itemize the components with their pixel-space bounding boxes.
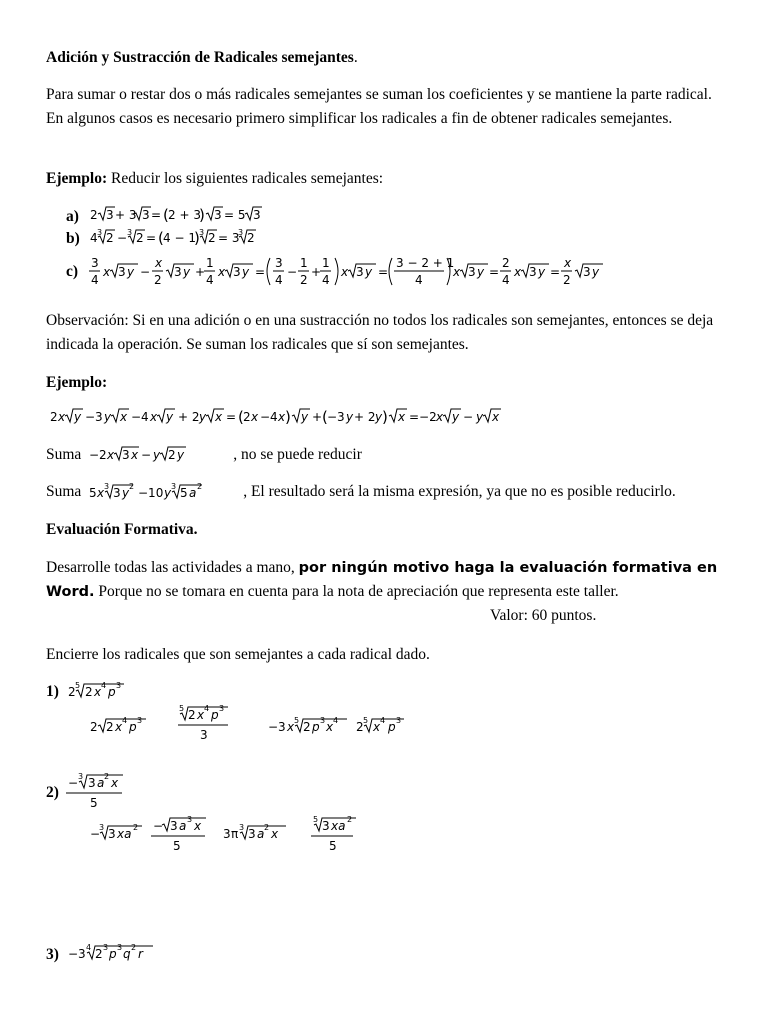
exercise-2-option-2[interactable] <box>151 815 206 853</box>
svg-text:3: 3 <box>356 265 364 279</box>
svg-text:4: 4 <box>380 716 386 725</box>
item-a-label: a) <box>66 208 79 225</box>
example1-heading <box>46 167 722 191</box>
intro-paragraph: Para sumar o restar dos o más radicales semejantes se suman los coeficientes y se mantiene la parte radical. En algunos casos es necesario primero simplificar los radicales a fin de obtener radicales semejantes. <box>46 86 712 127</box>
svg-text:= 3: = 3 <box>218 231 240 245</box>
svg-text:y: y <box>122 486 130 500</box>
svg-text:4: 4 <box>333 716 339 725</box>
svg-text:p: p <box>211 708 219 722</box>
svg-text:−3: −3 <box>85 410 103 424</box>
svg-text:π: π <box>231 827 239 841</box>
svg-text:2: 2 <box>50 410 58 424</box>
svg-text:x: x <box>115 720 123 734</box>
svg-text:x: x <box>514 265 522 279</box>
exercise-3 <box>46 943 153 963</box>
svg-text:4: 4 <box>502 273 510 287</box>
exercise-1 <box>46 681 404 742</box>
svg-text:3 − 2 + 1: 3 − 2 + 1 <box>396 256 455 270</box>
svg-text:xa: xa <box>117 827 132 841</box>
svg-text:y: y <box>104 410 112 424</box>
svg-text:−: − <box>68 776 79 790</box>
svg-text:3: 3 <box>88 776 96 790</box>
svg-text:+: + <box>311 265 322 279</box>
svg-text:3: 3 <box>142 208 150 222</box>
example1-item-b <box>66 228 256 247</box>
title-period: . <box>353 49 358 66</box>
svg-text:4 − 1: 4 − 1 <box>163 231 196 245</box>
svg-text:−4: −4 <box>260 410 278 424</box>
svg-text:5: 5 <box>90 796 98 810</box>
exercise-3-given <box>68 943 153 961</box>
svg-text:y: y <box>127 265 135 279</box>
svg-text:2: 2 <box>247 231 255 245</box>
svg-text:p: p <box>312 720 320 734</box>
svg-text:2: 2 <box>106 720 114 734</box>
svg-text:3: 3 <box>106 208 114 222</box>
svg-text:x: x <box>120 410 128 424</box>
svg-text:(: ( <box>163 206 169 224</box>
svg-text:x: x <box>218 265 226 279</box>
svg-text:−2: −2 <box>89 448 107 462</box>
svg-text:3: 3 <box>103 943 109 952</box>
svg-text:): ) <box>199 206 205 224</box>
svg-text:3: 3 <box>116 681 122 690</box>
svg-text:x: x <box>251 410 259 424</box>
svg-text:5: 5 <box>89 486 97 500</box>
svg-text:=: = <box>151 208 162 222</box>
svg-text:3: 3 <box>91 256 99 270</box>
svg-text:x: x <box>341 265 349 279</box>
svg-text:−: − <box>117 231 128 245</box>
svg-text:a: a <box>97 776 105 790</box>
svg-text:2: 2 <box>104 772 110 781</box>
svg-text:4: 4 <box>86 943 92 952</box>
svg-text:4: 4 <box>275 273 283 287</box>
svg-text:4: 4 <box>206 273 214 287</box>
svg-text:5: 5 <box>363 716 369 725</box>
svg-text:2: 2 <box>347 815 353 824</box>
svg-text:x: x <box>155 256 163 270</box>
svg-text:y: y <box>183 265 191 279</box>
svg-text:x: x <box>94 685 102 699</box>
svg-text:3: 3 <box>108 827 116 841</box>
svg-text:2: 2 <box>243 410 251 424</box>
page-title <box>46 46 722 70</box>
svg-text:−3: −3 <box>68 947 86 961</box>
svg-text:3: 3 <box>214 208 222 222</box>
svg-text:p: p <box>129 720 137 734</box>
svg-text:3: 3 <box>78 772 84 781</box>
svg-text:2: 2 <box>303 720 311 734</box>
svg-text:−: − <box>463 410 474 424</box>
svg-text:2: 2 <box>208 231 216 245</box>
svg-text:3: 3 <box>170 819 178 833</box>
svg-text:y: y <box>242 265 250 279</box>
svg-text:x: x <box>453 265 461 279</box>
svg-text:3: 3 <box>118 265 126 279</box>
example1-text: Reducir los siguientes radicales semejantes: <box>107 170 384 187</box>
svg-text:y: y <box>177 448 185 462</box>
svg-text:x: x <box>58 410 66 424</box>
svg-text:p: p <box>108 685 116 699</box>
svg-text:2: 2 <box>133 823 139 832</box>
svg-text:3: 3 <box>97 228 103 237</box>
exercise-1-option-4[interactable] <box>356 716 404 734</box>
example1-label: Ejemplo: <box>46 170 108 187</box>
svg-text:3: 3 <box>529 265 537 279</box>
svg-text:+: + <box>312 410 323 424</box>
svg-text:a: a <box>189 486 197 500</box>
svg-text:+ 2: + 2 <box>178 410 200 424</box>
svg-text:= 5: = 5 <box>224 208 246 222</box>
sum1-line <box>46 443 722 467</box>
svg-text:3: 3 <box>238 228 244 237</box>
exercise-2 <box>46 772 356 853</box>
exercise-2-option-1[interactable] <box>90 823 142 841</box>
svg-text:x: x <box>194 819 202 833</box>
svg-text:−: − <box>90 827 101 841</box>
svg-text:(: ( <box>158 229 164 247</box>
example1-item-a <box>66 206 262 225</box>
svg-text:y: y <box>199 410 207 424</box>
svg-text:=−2: =−2 <box>409 410 437 424</box>
svg-text:5: 5 <box>329 839 337 853</box>
svg-text:2: 2 <box>95 947 103 961</box>
evaluation-paragraph <box>46 556 722 604</box>
svg-text:3: 3 <box>253 208 261 222</box>
svg-text:x: x <box>197 708 205 722</box>
svg-text:y: y <box>301 410 309 424</box>
svg-text:1: 1 <box>322 256 330 270</box>
svg-text:+ 2: + 2 <box>354 410 376 424</box>
svg-text:3: 3 <box>174 265 182 279</box>
svg-text:x: x <box>131 448 139 462</box>
example2-label: Ejemplo: <box>46 374 108 391</box>
svg-text:3: 3 <box>117 943 123 952</box>
svg-text:2: 2 <box>188 708 196 722</box>
svg-text:x: x <box>436 410 444 424</box>
svg-text:3: 3 <box>127 228 133 237</box>
svg-text:3: 3 <box>223 827 231 841</box>
svg-text:2: 2 <box>154 273 162 287</box>
svg-text:x: x <box>287 720 295 734</box>
svg-text:2: 2 <box>90 208 98 222</box>
svg-text:): ) <box>382 408 388 426</box>
svg-text:q: q <box>123 947 131 961</box>
evaluation-instruction: Encierre los radicales que son semejantes a cada radical dado. <box>46 646 430 663</box>
svg-text:−: − <box>287 265 298 279</box>
svg-text:y: y <box>365 265 373 279</box>
svg-text:3: 3 <box>104 482 110 491</box>
svg-text:2: 2 <box>68 685 76 699</box>
svg-text:y: y <box>74 410 82 424</box>
exercise-2-label: 2) <box>46 784 59 801</box>
svg-text:a: a <box>179 819 187 833</box>
svg-text:=: = <box>226 410 237 424</box>
svg-text:3: 3 <box>99 823 105 832</box>
svg-text:3: 3 <box>187 815 193 824</box>
svg-text:3: 3 <box>275 256 283 270</box>
evaluation-para-start: Desarrolle todas las actividades a mano, <box>46 559 299 576</box>
svg-text:): ) <box>285 408 291 426</box>
svg-text:3: 3 <box>468 265 476 279</box>
svg-text:3: 3 <box>219 704 225 713</box>
exercise-2-option-4[interactable] <box>311 815 356 853</box>
svg-text:x: x <box>271 827 279 841</box>
svg-text:x: x <box>492 410 500 424</box>
svg-text:5: 5 <box>313 815 319 824</box>
svg-text:4: 4 <box>101 681 107 690</box>
svg-text:2: 2 <box>85 685 93 699</box>
svg-text:y: y <box>166 410 174 424</box>
svg-text:3: 3 <box>137 716 143 725</box>
svg-text:+: + <box>195 265 206 279</box>
svg-text:r: r <box>138 947 143 961</box>
svg-text:2: 2 <box>502 256 510 270</box>
svg-text:=: = <box>146 231 157 245</box>
exercise-3-label: 3) <box>46 946 59 963</box>
svg-text:(: ( <box>322 408 328 426</box>
svg-text:x: x <box>111 776 119 790</box>
svg-text:(: ( <box>238 408 244 426</box>
svg-text:=: = <box>550 265 561 279</box>
svg-text:x: x <box>103 265 111 279</box>
example2-expression <box>50 408 501 426</box>
svg-text:3: 3 <box>239 823 245 832</box>
svg-text:y: y <box>477 265 485 279</box>
svg-text:2: 2 <box>264 823 270 832</box>
svg-text:3: 3 <box>200 728 208 742</box>
svg-text:y: y <box>476 410 484 424</box>
svg-text:y: y <box>452 410 460 424</box>
exercise-2-option-3[interactable] <box>223 823 286 841</box>
svg-text:x: x <box>215 410 223 424</box>
item-b-label: b) <box>66 230 80 247</box>
evaluation-value: Valor: 60 puntos. <box>490 607 597 624</box>
svg-text:5: 5 <box>294 716 300 725</box>
svg-text:2: 2 <box>356 720 364 734</box>
svg-text:3: 3 <box>233 265 241 279</box>
svg-text:x: x <box>398 410 406 424</box>
svg-text:4: 4 <box>415 273 423 287</box>
svg-text:y: y <box>153 448 161 462</box>
svg-text:4: 4 <box>90 231 98 245</box>
svg-text:−4: −4 <box>131 410 149 424</box>
svg-text:x: x <box>107 448 115 462</box>
svg-text:−3: −3 <box>327 410 345 424</box>
svg-text:): ) <box>194 229 200 247</box>
svg-text:3: 3 <box>322 819 330 833</box>
svg-text:−10: −10 <box>138 486 164 500</box>
svg-text:1: 1 <box>206 256 214 270</box>
svg-text:y: y <box>592 265 600 279</box>
sum1-prefix: Suma <box>46 446 82 463</box>
svg-text:3: 3 <box>122 448 130 462</box>
svg-text:−3: −3 <box>268 720 286 734</box>
svg-text:3: 3 <box>171 482 177 491</box>
svg-text:x: x <box>150 410 158 424</box>
svg-text:=: = <box>489 265 500 279</box>
svg-text:+ 3: + 3 <box>115 208 137 222</box>
svg-text:5: 5 <box>180 486 188 500</box>
svg-text:3: 3 <box>248 827 256 841</box>
svg-text:x: x <box>326 720 334 734</box>
svg-text:y: y <box>375 410 383 424</box>
sum2-line <box>46 480 722 504</box>
svg-text:2: 2 <box>197 482 203 491</box>
exercise-2-given <box>66 772 123 810</box>
sum2-suffix: , El resultado será la misma expresión, ya que no es posible reducirlo. <box>243 483 676 500</box>
svg-text:2: 2 <box>90 720 98 734</box>
svg-text:2: 2 <box>106 231 114 245</box>
svg-text:2 + 3: 2 + 3 <box>168 208 201 222</box>
svg-text:2: 2 <box>168 448 176 462</box>
svg-text:3: 3 <box>396 716 402 725</box>
svg-text:xa: xa <box>331 819 346 833</box>
svg-text:−: − <box>153 819 164 833</box>
svg-text:y: y <box>538 265 546 279</box>
svg-text:2: 2 <box>131 943 137 952</box>
svg-text:x: x <box>564 256 572 270</box>
svg-text:1: 1 <box>300 256 308 270</box>
svg-text:5: 5 <box>173 839 181 853</box>
exercise-1-given <box>68 681 124 699</box>
observation-paragraph: Observación: Si en una adición o en una sustracción no todos los radicales son semejantes, entonces se deja indicada la operación. Se suman los radicales que sí son semejantes. <box>46 312 714 353</box>
svg-text:p: p <box>109 947 117 961</box>
svg-text:x: x <box>97 486 105 500</box>
svg-text:5: 5 <box>75 681 81 690</box>
exercise-1-option-1[interactable] <box>90 716 146 734</box>
svg-text:2: 2 <box>300 273 308 287</box>
svg-text:4: 4 <box>122 716 128 725</box>
svg-text:5: 5 <box>179 704 185 713</box>
svg-text:4: 4 <box>204 704 210 713</box>
sum1-suffix: , no se puede reducir <box>233 446 362 463</box>
svg-text:x: x <box>373 720 381 734</box>
svg-text:4: 4 <box>322 273 330 287</box>
exercise-1-option-2[interactable] <box>178 704 228 742</box>
exercise-1-label: 1) <box>46 683 59 700</box>
svg-text:y: y <box>164 486 172 500</box>
svg-text:x: x <box>278 410 286 424</box>
evaluation-para-end: Porque no se tomara en cuenta para la nota de apreciación que representa este taller. <box>94 583 619 600</box>
svg-text:4: 4 <box>91 273 99 287</box>
evaluation-title: Evaluación Formativa. <box>46 521 198 538</box>
svg-text:−: − <box>140 265 151 279</box>
svg-text:=: = <box>378 265 389 279</box>
svg-text:2: 2 <box>563 273 571 287</box>
svg-text:3: 3 <box>113 486 121 500</box>
svg-text:y: y <box>346 410 354 424</box>
example1-item-c <box>66 256 603 287</box>
svg-text:2: 2 <box>136 231 144 245</box>
svg-text:=: = <box>255 265 266 279</box>
sum2-prefix: Suma <box>46 483 82 500</box>
svg-text:2: 2 <box>129 482 135 491</box>
item-c-label: c) <box>66 263 79 280</box>
svg-text:p: p <box>388 720 396 734</box>
exercise-1-option-3[interactable] <box>268 716 347 734</box>
svg-text:3: 3 <box>320 716 326 725</box>
svg-text:3: 3 <box>199 228 205 237</box>
svg-text:−: − <box>141 448 152 462</box>
svg-text:a: a <box>257 827 265 841</box>
svg-text:3: 3 <box>583 265 591 279</box>
evaluation-para-bold: por ningún motivo haga la evaluación formativa en Word. <box>46 560 718 600</box>
title-text: Adición y Sustracción de Radicales semejantes <box>46 49 354 66</box>
